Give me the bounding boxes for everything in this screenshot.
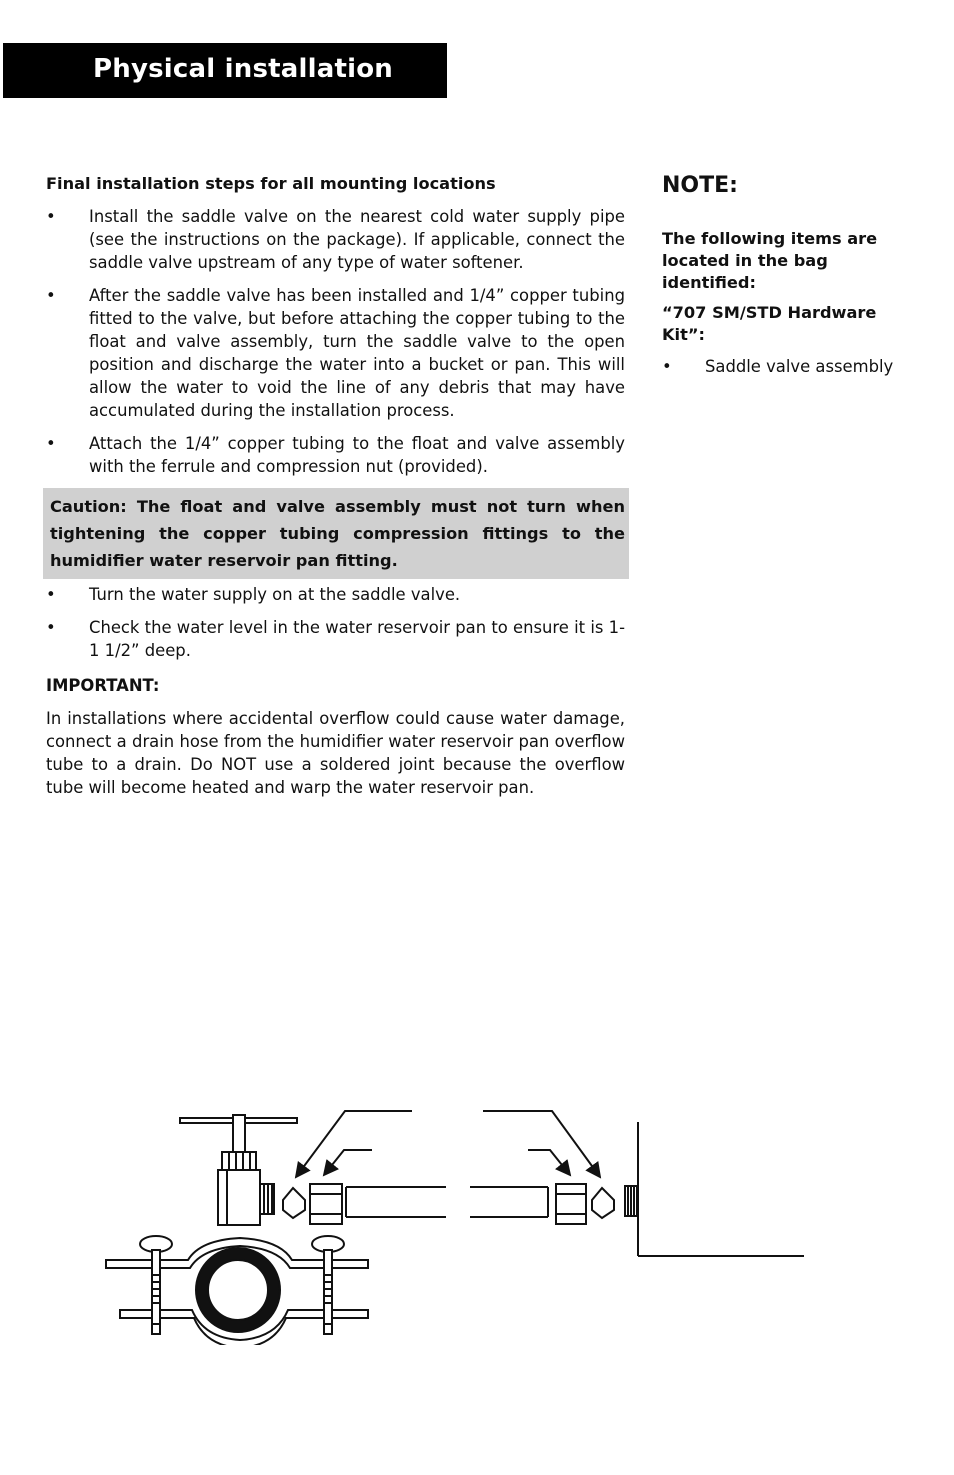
compression-nut-icon bbox=[310, 1184, 342, 1224]
bullet-symbol: • bbox=[46, 286, 56, 305]
bullet-text: After the saddle valve has been installed and 1/4” copper tubing fitted to the valve, but before attaching the copper tubing to the float and valve assembly, turn the saddle valve to the open position and discharge the water into a bucket or pan. This will allow the water to void the line of any debris that may have accumulated during the installation process. bbox=[89, 286, 625, 420]
important-text: In installations where accidental overflow could cause water damage, connect a drain hose from the humidifier water reservoir pan overflow tube to a drain. Do NOT use a soldered joint because the overflow tube will become heated and warp the water reservoir pan. bbox=[46, 709, 625, 797]
saddle-valve-diagram bbox=[100, 1100, 820, 1345]
list-item bbox=[46, 205, 625, 274]
pointer-lines bbox=[296, 1111, 600, 1177]
bullet-text: Check the water level in the water reservoir pan to ensure it is 1-1 1/2” deep. bbox=[89, 618, 625, 660]
section-heading: Final installation steps for all mounting locations bbox=[46, 174, 496, 193]
compression-nut-icon bbox=[556, 1184, 586, 1224]
bullet-symbol: • bbox=[46, 434, 56, 453]
ferrule-icon bbox=[283, 1188, 305, 1218]
list-item bbox=[46, 616, 625, 662]
saddle-clamp-icon bbox=[106, 1236, 368, 1345]
bullet-symbol: • bbox=[662, 357, 672, 376]
note-text: The following items are located in the bag identified: bbox=[662, 229, 878, 292]
page-title: Physical installation bbox=[93, 54, 393, 84]
list-item bbox=[46, 432, 625, 478]
copper-tubing-icon bbox=[346, 1187, 548, 1217]
bullet-text: Saddle valve assembly bbox=[705, 357, 894, 376]
important-label: IMPORTANT: bbox=[46, 676, 160, 695]
bullet-symbol: • bbox=[46, 585, 56, 604]
valve-handle-icon bbox=[180, 1115, 297, 1155]
note-column bbox=[662, 172, 917, 378]
kit-name: “707 SM/STD Hardware Kit”: bbox=[662, 303, 877, 344]
ferrule-icon bbox=[592, 1188, 614, 1218]
list-item bbox=[46, 583, 625, 606]
bullet-symbol: • bbox=[46, 207, 56, 226]
bullet-text: Attach the 1/4” copper tubing to the float and valve assembly with the ferrule and compression nut (provided). bbox=[89, 434, 625, 476]
bullet-symbol: • bbox=[46, 618, 56, 637]
list-item bbox=[46, 284, 625, 422]
list-item bbox=[662, 356, 917, 378]
caution-box: Caution: The float and valve assembly must not turn when tightening the copper tubing compression fittings to the humidifier water reservoir pan fitting. bbox=[43, 488, 629, 579]
float-valve-fitting-icon bbox=[625, 1122, 804, 1256]
note-title: NOTE: bbox=[662, 173, 738, 198]
bullet-text: Turn the water supply on at the saddle valve. bbox=[89, 585, 461, 604]
main-column bbox=[46, 172, 625, 799]
valve-body-icon bbox=[218, 1152, 274, 1225]
bullet-text: Install the saddle valve on the nearest cold water supply pipe (see the instructions on the package). If applicable, connect the saddle valve upstream of any type of water softener. bbox=[89, 207, 625, 272]
